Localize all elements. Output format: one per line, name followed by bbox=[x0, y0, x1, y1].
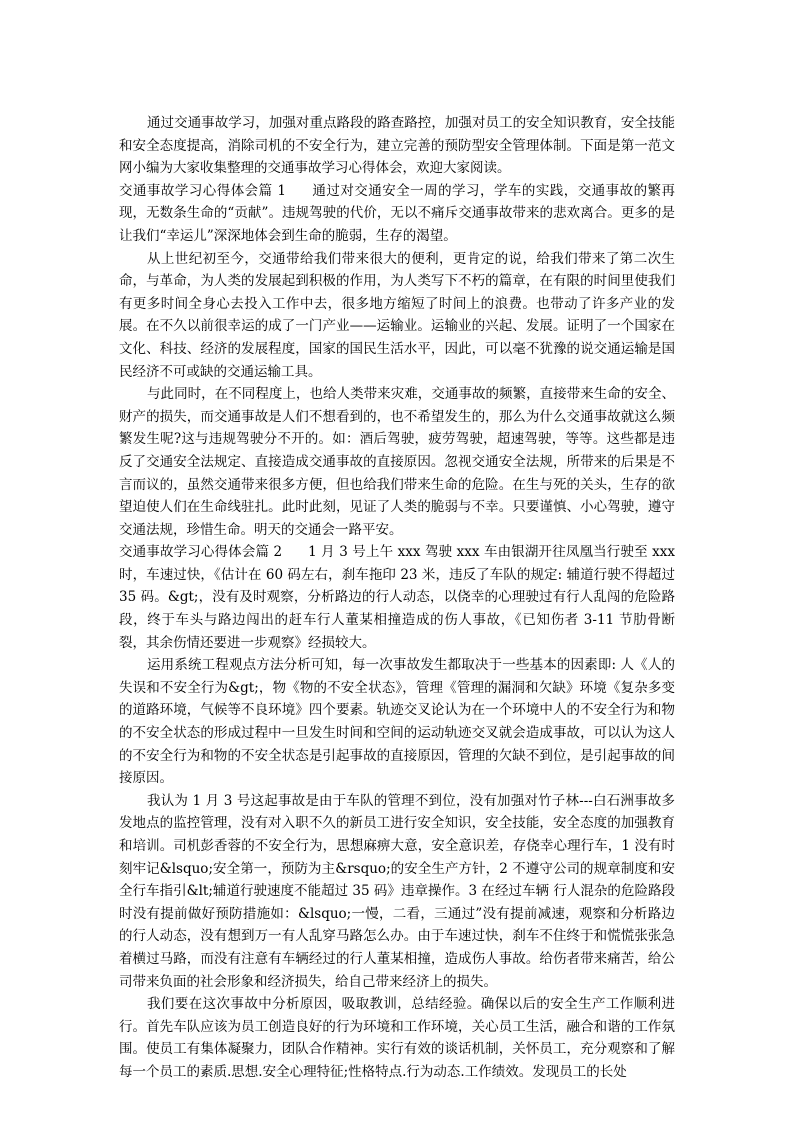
paragraph-section-1 bbox=[119, 180, 675, 248]
section-heading-2: 交通事故学习心得体会篇 2 bbox=[119, 544, 283, 561]
paragraph-lessons: 我们要在这次事故中分析原因，吸取教训，总结经验。确保以后的安全生产工作顺利进行。首先车队应该为员工创造良好的行为环境和工作环境，关心员工生活，融合和谐的工作氛围。使员工有集体凝聚力，团队合作精神。实行有效的谈话机制，关怀员工，充分观察和了解每一个员工的素质.思想.安全心理特征;性格特点.行为动态.工作绩效。发现员工的长处 bbox=[119, 996, 675, 1080]
section-2-text: 1 月 3 号上午 xxx 驾驶 xxx 车由银湖开往凤凰当行驶至 xxx 时，车速过快，《估计在 60 码左右，刹车拖印 23 米，违反了车队的规定: 辅道行驶不得超过 35 码。&gt;，没有及时观察，分析路边的行人动态，以侥幸的心理驶过有行人乱闯的危险路段，终于车头与路边闯出的赶车行人董某相撞造成的伤人事故，《已知伤者 3-11 节肋骨断裂，其余伤情还要进一步观察》经损较大。 bbox=[119, 544, 676, 651]
paragraph-analysis: 运用系统工程观点方法分析可知，每一次事故发生都取决于一些基本的因素即: 人《人的失误和不安全行为&gt;，物《物的不安全状态》，管理《管理的漏洞和欠缺》环境《复杂多变的道路环境，气候等不良环境》四个要素。轨迹交叉论认为在一个环境中人的不安全行为和物的不安全状态的形成过程中一旦发生时间和空间的运动轨迹交叉就会造成事故，可以认为这人的不安全行为和物的不安全状态是引起事故的直接原因，管理的欠缺不到位，是引起事故的间接原因。 bbox=[119, 657, 675, 787]
paragraph-intro: 通过交通事故学习，加强对重点路段的路查路控，加强对员工的安全知识教育，安全技能和安全态度提高，消除司机的不安全行为，建立完善的预防型安全管理体制。下面是第一范文网小编为大家收集整理的交通事故学习心得体会，欢迎大家阅读。 bbox=[119, 115, 675, 177]
section-1-text: 通过对交通安全一周的学习，学车的实践，交通事故的繁再现，无数条生命的“贡献”。违规驾驶的代价，无以不痛斥交通事故带来的悲欢离合。更多的是让我们“幸运儿”深深地体会到生命的脆弱，生存的渴望。 bbox=[119, 182, 676, 244]
section-heading-1: 交通事故学习心得体会篇 1 bbox=[119, 182, 286, 199]
paragraph-cause: 我认为 1 月 3 号这起事故是由于车队的管理不到位，没有加强对竹子林---白石洲事故多发地点的监控管理，没有对入职不久的新员工进行安全知识，安全技能，安全态度的加强教育和培训。司机彭香蓉的不安全行为，思想麻痹大意，安全意识差，存侥幸心理行车，1 没有时刻牢记&lsquo;安全第一，预防为主&rsquo;的安全生产方针，2 不遵守公司的规章制度和安全行车指引&lt;辅道行驶速度不能超过 35 码》违章操作。3 在经过车辆 行人混杂的危险路段时没有提前做好预防措施如：&lsquo;一慢，二看，三通过”没有提前减速，观察和分析路边的行人动态，没有想到万一有人乱穿马路怎么办。由于车速过快，刹车不住终于和慌慌张张急着横过马路，而没有注意有车辆经过的行人董某相撞，造成伤人事故。给伤者带来痛苦，给公司带来负面的社会形象和经济损失，给自己带来经济上的损失。 bbox=[119, 792, 675, 990]
paragraph-history: 从上世纪初至今，交通带给我们带来很大的便利，更肯定的说，给我们带来了第二次生命，与革命，为人类的发展起到积极的作用，为人类写下不朽的篇章，在有限的时间里使我们有更多时间全身心去投入工作中去，很多地方缩短了时间上的浪费。也带动了许多产业的发展。在不久以前很幸运的成了一门产业——运输业。运输业的兴起、发展。证明了一个国家在文化、科技、经济的发展程度，国家的国民生活水平，因此，可以毫不犹豫的说交通运输是国民经济不可或缺的交通运输工具。 bbox=[119, 250, 675, 380]
document-body bbox=[119, 112, 675, 1084]
paragraph-disaster: 与此同时，在不同程度上，也给人类带来灾难，交通事故的频繁，直接带来生命的安全、财产的损失，而交通事故是人们不想看到的，也不希望发生的，那么为什么交通事故就这么频繁发生呢?这与违规驾驶分不开的。如：酒后驾驶，疲劳驾驶，超速驾驶，等等。这些都是违反了交通安全法规定、直接造成交通事故的直接原因。忽视交通安全法规，所带来的后果是不言而议的，虽然交通带来很多方便，但也给我们带来生命的危险。在生与死的关头，生存的欲望迫使人们在生命线驻扎。此时此刻，见证了人类的脆弱与不幸。只要谨慎、小心驾驶，遵守交通法规，珍惜生命。明天的交通会一路平安。 bbox=[119, 386, 675, 538]
paragraph-section-2 bbox=[119, 541, 675, 654]
